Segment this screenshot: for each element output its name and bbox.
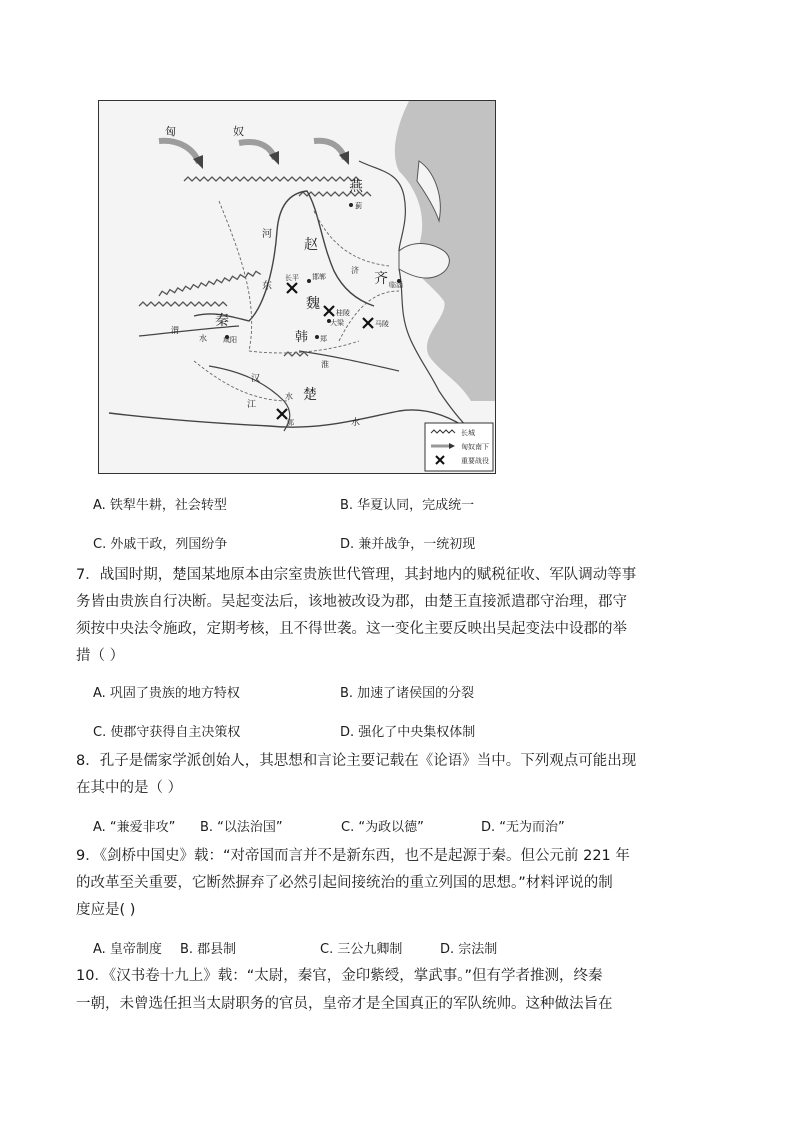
- label-ji-river: 济: [351, 266, 359, 275]
- map-drawing: [99, 101, 495, 473]
- label-handan: 邯郸: [312, 273, 326, 281]
- q6-option-c[interactable]: C. 外戚干政，列国纷争: [93, 537, 228, 552]
- label-jiang: 江: [247, 400, 257, 410]
- q9-stem-line-3: 度应是( ): [76, 902, 136, 918]
- q6-option-b[interactable]: B. 华夏认同，完成统一: [340, 498, 475, 513]
- q8-stem-line-1: 8．孔子是儒家学派创始人，其思想和言论主要记载在《论语》当中。下列观点可能出现: [76, 753, 637, 769]
- label-wei: 魏: [306, 296, 320, 312]
- label-changping: 长平: [285, 274, 299, 282]
- q7-stem-line-2: 务皆由贵族自行决断。吴起变法后，该地被改设为郡，由楚王直接派遣郡守治理，郡守: [76, 594, 627, 610]
- q8-stem-line-2: 在其中的是（ ）: [76, 780, 183, 796]
- label-huai: 淮: [321, 360, 329, 369]
- label-chu: 楚: [303, 387, 317, 403]
- q7-option-b[interactable]: B. 加速了诸侯国的分裂: [340, 686, 475, 701]
- label-dong: 东: [262, 281, 272, 292]
- q8-option-a[interactable]: A. “兼爱非攻”: [93, 820, 176, 835]
- label-qin: 秦: [215, 313, 229, 329]
- q7-stem-line-3: 须按中央法令施政，定期考核，且不得世袭。这一变化主要反映出吴起变法中设郡的举: [76, 621, 627, 637]
- q7-stem-line-1: 7．战国时期，楚国某地原本由宗室贵族世代管理，其封地内的赋税征收、军队调动等事: [76, 567, 637, 583]
- great-wall-west: [139, 302, 227, 306]
- q6-option-a[interactable]: A. 铁犁牛耕，社会转型: [93, 498, 227, 513]
- huai-river: [299, 351, 399, 371]
- map-legend: [425, 423, 493, 471]
- q9-option-b[interactable]: B. 郡县制: [180, 942, 237, 957]
- label-he: 河: [262, 229, 272, 240]
- label-xianyang: 咸阳: [223, 336, 237, 344]
- q6-option-d[interactable]: D. 兼并战争，一统初现: [340, 537, 476, 552]
- q10-stem-line-1: 10．《汉书卷十九上》载：“太尉，秦官，金印紫绶，掌武事。”但有学者推测，终秦: [76, 968, 603, 984]
- label-shui2: 水: [285, 392, 293, 401]
- label-linzi: 临淄: [389, 281, 403, 289]
- q8-option-d[interactable]: D. “无为而治”: [481, 820, 565, 835]
- q9-option-c[interactable]: C. 三公九卿制: [320, 942, 403, 957]
- battle-mark-changping: [287, 283, 297, 293]
- label-xiongnu-2: 奴: [233, 125, 244, 138]
- state-borders: [194, 201, 399, 401]
- legend-great-wall: 长城: [461, 429, 475, 437]
- battle-mark-guiling: [324, 306, 334, 316]
- q9-option-a[interactable]: A. 皇帝制度: [93, 942, 162, 957]
- label-han-river: 汉: [251, 374, 261, 384]
- yellow-river: [194, 191, 374, 321]
- label-ying: 郢: [287, 419, 294, 427]
- battle-mark-maling: [363, 318, 373, 328]
- q7-option-d[interactable]: D. 强化了中央集权体制: [340, 725, 476, 740]
- q7-option-c[interactable]: C. 使郡守获得自主决策权: [93, 725, 241, 740]
- q7-stem-line-4: 措（ ）: [76, 648, 125, 664]
- label-ji: 蓟: [355, 202, 362, 210]
- q8-option-c[interactable]: C. “为政以德”: [341, 820, 424, 835]
- label-zheng: 郑: [320, 335, 327, 343]
- label-qi: 齐: [374, 271, 388, 287]
- q9-stem-line-2: 的改革至关重要，它断然摒弃了必然引起间接统治的重立列国的思想。”材料评说的制: [76, 875, 613, 891]
- q7-option-a[interactable]: A. 巩固了贵族的地方特权: [93, 686, 240, 701]
- great-wall-zhao: [158, 270, 261, 296]
- label-xiongnu-1: 匈: [165, 125, 176, 138]
- han-river: [209, 366, 290, 431]
- legend-battle: 重要战役: [461, 457, 489, 465]
- label-shui3: 水: [351, 418, 361, 428]
- battle-mark-yingdu: [277, 409, 287, 419]
- label-maling: 马陵: [375, 320, 389, 328]
- q8-option-b[interactable]: B. “以法治国”: [200, 820, 283, 835]
- label-zhao: 赵: [304, 237, 318, 253]
- warring-states-map: [98, 100, 496, 474]
- q9-option-d[interactable]: D. 宗法制: [440, 942, 498, 957]
- q9-stem-line-1: 9．《剑桥中国史》载：“对帝国而言并不是新东西，也不是起源于秦。但公元前 221 年: [76, 848, 630, 864]
- label-yan: 燕: [349, 179, 363, 195]
- label-shui: 水: [199, 334, 207, 343]
- xiongnu-arrow-1: [159, 141, 199, 163]
- label-guiling: 桂陵: [336, 309, 350, 317]
- great-wall-north: [184, 177, 360, 181]
- q10-stem-line-2: 一朝，未曾选任担当太尉职务的官员，皇帝才是全国真正的军队统帅。这种做法旨在: [76, 996, 613, 1012]
- label-daliang: 大梁: [330, 319, 344, 327]
- legend-xiongnu-south: 匈奴南下: [461, 443, 489, 451]
- xiongnu-arrow-2: [239, 142, 275, 159]
- label-wei-river: 渭: [171, 326, 179, 335]
- label-han: 韩: [295, 330, 309, 345]
